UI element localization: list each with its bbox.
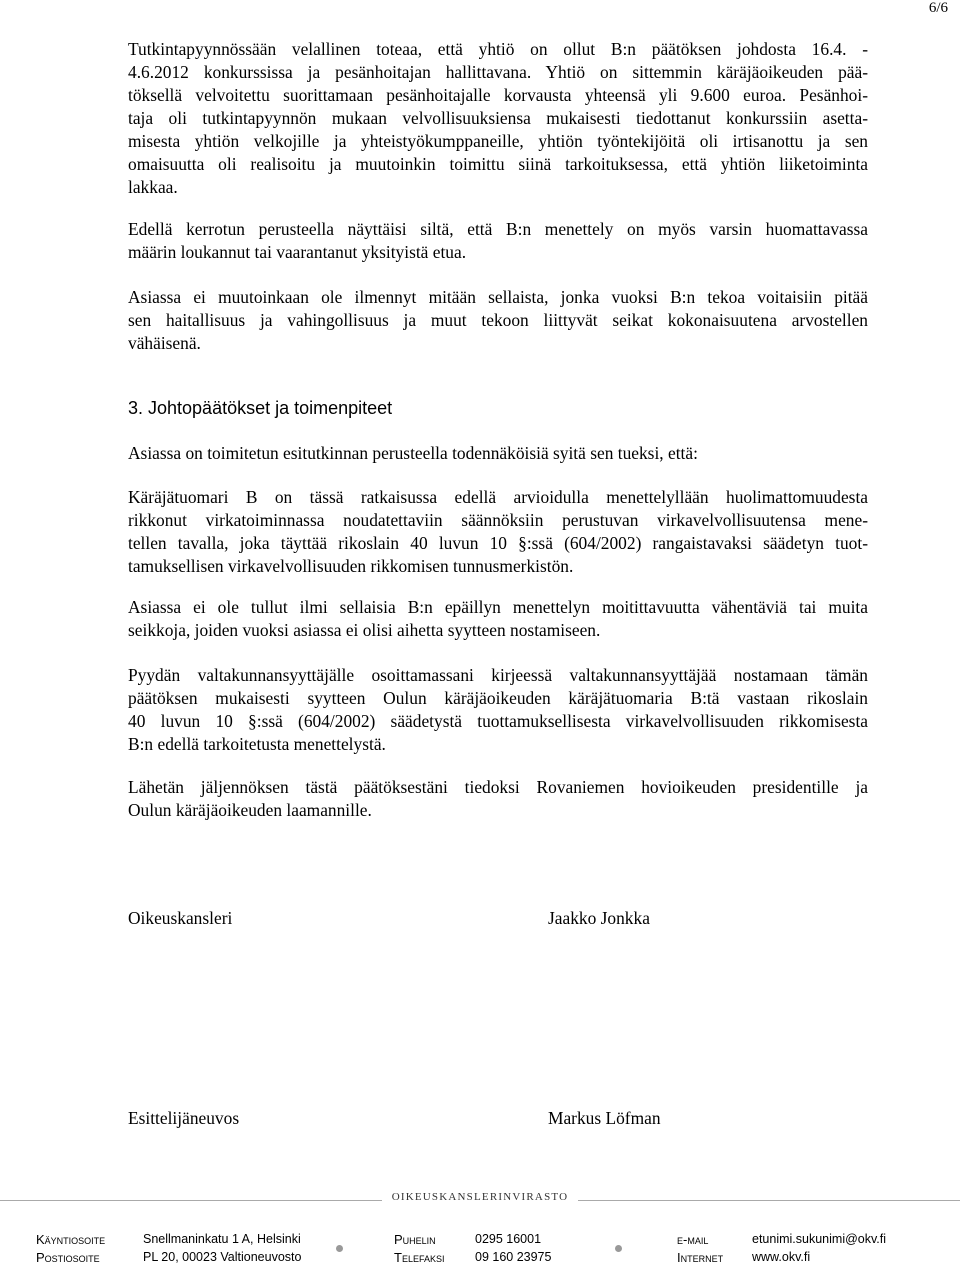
footer-divider-right bbox=[578, 1200, 960, 1201]
paragraph-notice bbox=[128, 776, 868, 822]
footer-visit-label: Käyntiosoite bbox=[36, 1232, 106, 1247]
signature-name-chancellor: Jaakko Jonkka bbox=[548, 908, 650, 928]
paragraph-no-mitigation bbox=[128, 596, 868, 642]
text-line: Asiassa ei muutoinkaan ole ilmennyt mitään sellaista, jonka vuoksi B:n tekoa voitaisiin pitää bbox=[128, 287, 868, 307]
footer-phone-value: 0295 16001 bbox=[475, 1232, 542, 1246]
text-line: vähäisenä. bbox=[128, 333, 201, 353]
footer-separator-dot bbox=[615, 1245, 622, 1252]
text-line: misesta yhtiön velkojille ja yhteistyökumppaneille, yhtiön työntekijöitä oli irtisanottu ja sen bbox=[128, 131, 868, 151]
footer-separator-dot bbox=[336, 1245, 343, 1252]
paragraph-prosecution-request bbox=[128, 664, 868, 756]
page-number: 6/6 bbox=[928, 0, 948, 16]
paragraph-bankruptcy bbox=[128, 38, 868, 199]
text-line: 40 luvun 10 §:ssä (604/2002) säädetystä tuottamuksellisesta virkavelvollisuuden rikkomisesta bbox=[128, 711, 868, 731]
signature-title-referendary: Esittelijäneuvos bbox=[128, 1108, 240, 1128]
section-heading: 3. Johtopäätökset ja toimenpiteet bbox=[128, 398, 393, 418]
paragraph-grounds bbox=[128, 442, 868, 465]
text-line: Tutkintapyynnössään velallinen toteaa, että yhtiö on ollut B:n päätöksen johdosta 16.4. - bbox=[128, 39, 868, 59]
paragraph-offense bbox=[128, 486, 868, 578]
footer-visit-value: Snellmaninkatu 1 A, Helsinki bbox=[143, 1232, 301, 1246]
text-line: B:n edellä tarkoitetusta menettelystä. bbox=[128, 734, 386, 754]
footer-post-value: PL 20, 00023 Valtioneuvosto bbox=[143, 1250, 302, 1264]
text-line: tellen tavalla, joka täyttää rikoslain 40 luvun 10 §:ssä (604/2002) rangaistavaksi säädetyn tuot- bbox=[128, 533, 868, 553]
text-line: tamuksellisen virkavelvollisuuden rikkomisen tunnusmerkistön. bbox=[128, 556, 574, 576]
text-line: Edellä kerrotun perusteella näyttäisi siltä, että B:n menettely on myös varsin huomattavassa bbox=[128, 219, 868, 239]
footer-phone-label: Puhelin bbox=[394, 1232, 436, 1247]
footer-post-label: Postiosoite bbox=[36, 1250, 100, 1265]
text-line: päätöksen mukaisesti syytteen Oulun käräjäoikeuden käräjätuomaria B:tä vastaan rikoslain bbox=[128, 688, 868, 708]
footer-email-label: e-mail bbox=[677, 1232, 709, 1247]
signature-name-referendary: Markus Löfman bbox=[548, 1108, 661, 1128]
signature-title-chancellor: Oikeuskansleri bbox=[128, 908, 233, 928]
text-line: Pyydän valtakunnansyyttäjälle osoittamassani kirjeessä valtakunnansyyttäjää nostamaan tämän bbox=[128, 665, 868, 685]
text-line: lakkaa. bbox=[128, 177, 178, 197]
text-line: seikkoja, joiden vuoksi asiassa ei olisi aihetta syytteen nostamiseen. bbox=[128, 620, 601, 640]
text-line: töksellä velvoitettu suorittamaan pesänhoitajalle korvausta yhteensä yli 9.600 euroa. Pesänhoi- bbox=[128, 85, 868, 105]
text-line: Asiassa ei ole tullut ilmi sellaisia B:n epäillyn menettelyn moitittavuutta vähentäviä tai muita bbox=[128, 597, 868, 617]
text-line: Käräjätuomari B on tässä ratkaisussa edellä arvioidulla menettelyllään huolimattomuudesta bbox=[128, 487, 868, 507]
footer-divider-left bbox=[0, 1200, 382, 1201]
text-line: sen haitallisuus ja vahingollisuus ja muut tekoon liittyvät seikat kokonaisuutena arvostellen bbox=[128, 310, 868, 330]
text-line: Asiassa on toimitetun esitutkinnan perusteella todennäköisiä syitä sen tueksi, että: bbox=[128, 443, 698, 463]
footer-internet-value: www.okv.fi bbox=[752, 1250, 811, 1264]
text-line: rikkonut virkatoiminnassa noudatettaviin säännöksiin perustuvan virkavelvollisuutensa mene- bbox=[128, 510, 868, 530]
text-line: määrin loukannut tai vaarantanut yksityistä etua. bbox=[128, 242, 467, 262]
paragraph-assessment bbox=[128, 286, 868, 355]
footer-org-name: OIKEUSKANSLERINVIRASTO bbox=[391, 1191, 569, 1203]
footer-email-value: etunimi.sukunimi@okv.fi bbox=[752, 1232, 887, 1246]
footer-fax-value: 09 160 23975 bbox=[475, 1250, 552, 1264]
text-line: omaisuutta oli realisoitu ja muutoinkin toimittu siinä tarkoituksessa, että yhtiön liiketoiminta bbox=[128, 154, 868, 174]
text-line: Lähetän jäljennöksen tästä päätöksestäni tiedoksi Rovaniemen hovioikeuden presidentille ja bbox=[128, 777, 868, 797]
footer-internet-label: Internet bbox=[677, 1250, 724, 1265]
paragraph-private-interest bbox=[128, 218, 868, 264]
text-line: Oulun käräjäoikeuden laamannille. bbox=[128, 800, 372, 820]
text-line: taja oli tutkintapyynnön mukaan velvollisuuksiensa mukaisesti tiedottanut konkurssiin asetta- bbox=[128, 108, 868, 128]
text-line: 4.6.2012 konkurssissa ja pesänhoitajan hallittavana. Yhtiö on sittemmin käräjäoikeuden pää- bbox=[128, 62, 868, 82]
footer-fax-label: Telefaksi bbox=[394, 1250, 445, 1265]
